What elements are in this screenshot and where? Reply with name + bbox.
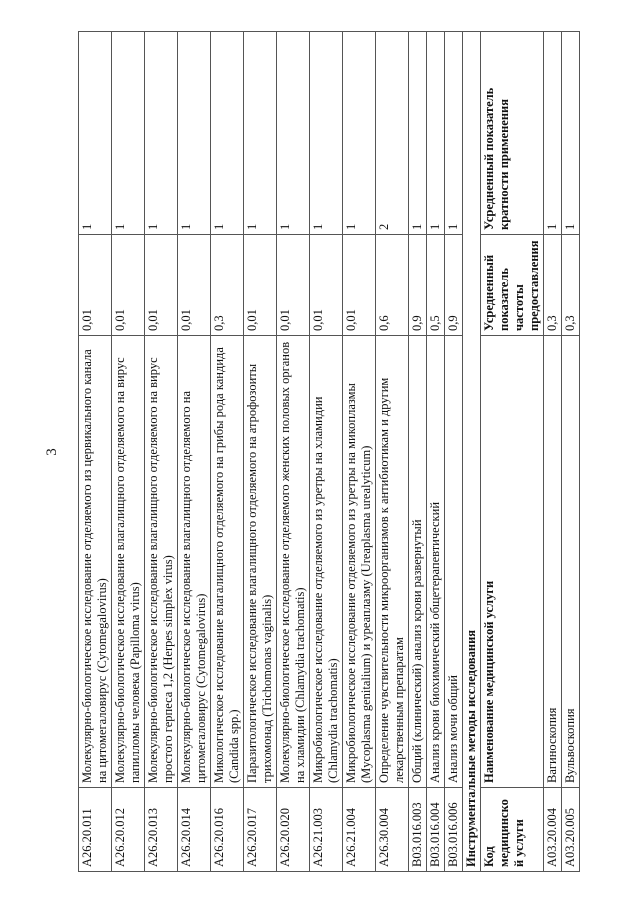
multiplicity-value: 1 (145, 32, 178, 235)
table-row (310, 32, 343, 872)
frequency-value: 0,01 (343, 235, 376, 336)
table-row (562, 32, 580, 872)
header-frequency: Усредненный показатель частоты предоставления (481, 235, 544, 336)
header-multiplicity: Усредненный показатель кратности применения (481, 32, 544, 235)
table-row (178, 32, 211, 872)
service-code: A26.20.016 (211, 788, 244, 872)
service-code: B03.016.004 (427, 788, 445, 872)
service-code: B03.016.003 (409, 788, 427, 872)
service-code: A03.20.005 (562, 788, 580, 872)
services-table-body-top (79, 32, 463, 872)
section-instrumental (463, 32, 544, 872)
frequency-value: 0,6 (376, 235, 409, 336)
service-code: A26.20.020 (277, 788, 310, 872)
multiplicity-value: 1 (562, 32, 580, 235)
service-code: A26.21.004 (343, 788, 376, 872)
table-header-row (481, 32, 544, 872)
service-name: Паразитологическое исследование влагалищного отделяемого на атрофозоиты трихомонад (Trichomonas vaginalis) (244, 336, 277, 788)
frequency-value: 0,01 (79, 235, 112, 336)
table-row (145, 32, 178, 872)
service-code: A26.20.011 (79, 788, 112, 872)
table-row (445, 32, 463, 872)
multiplicity-value: 1 (544, 32, 562, 235)
frequency-value: 0,01 (244, 235, 277, 336)
frequency-value: 0,5 (427, 235, 445, 336)
multiplicity-value: 1 (244, 32, 277, 235)
service-name: Молекулярно-биологическое исследование отделяемого женских половых органов на хламидии (Chlamydia trachomatis) (277, 336, 310, 788)
frequency-value: 0,01 (277, 235, 310, 336)
service-name: Вульвоскопия (562, 336, 580, 788)
header-name: Наименование медицинской услуги (481, 336, 544, 788)
table-row (544, 32, 562, 872)
service-code: A26.20.017 (244, 788, 277, 872)
table-row (79, 32, 112, 872)
multiplicity-value: 1 (409, 32, 427, 235)
table-row (427, 32, 445, 872)
table-row (343, 32, 376, 872)
service-code: B03.016.006 (445, 788, 463, 872)
service-name: Молекулярно-биологическое исследование отделяемого из цервикального канала на цитомегаловирус (Cytomegalovirus) (79, 336, 112, 788)
frequency-value: 0,3 (211, 235, 244, 336)
service-name: Вагиноскопия (544, 336, 562, 788)
multiplicity-value: 1 (427, 32, 445, 235)
multiplicity-value: 1 (178, 32, 211, 235)
frequency-value: 0,01 (178, 235, 211, 336)
section-title: Инструментальные методы исследования (463, 32, 481, 872)
service-name: Общий (клинический) анализ крови развернутый (409, 336, 427, 788)
services-table-body-bottom (544, 32, 580, 872)
frequency-value: 0,01 (112, 235, 145, 336)
multiplicity-value: 2 (376, 32, 409, 235)
table-row (376, 32, 409, 872)
service-name: Анализ крови биохимический общетерапевтический (427, 336, 445, 788)
service-name: Определение чувствительности микроорганизмов к антибиотикам и другим лекарственным препаратам (376, 336, 409, 788)
service-code: A26.20.013 (145, 788, 178, 872)
frequency-value: 0,9 (409, 235, 427, 336)
service-code: A03.20.004 (544, 788, 562, 872)
service-name: Микологическое исследование влагалищного отделяемого на грибы рода кандида (Candida spp.) (211, 336, 244, 788)
service-code: A26.20.014 (178, 788, 211, 872)
header-code: Код медицинской услуги (481, 788, 544, 872)
page-number: 3 (44, 448, 60, 456)
services-table (78, 31, 580, 872)
multiplicity-value: 1 (310, 32, 343, 235)
multiplicity-value: 1 (343, 32, 376, 235)
section-row (463, 32, 481, 872)
service-name: Молекулярно-биологическое исследование влагалищного отделяемого на вирус простого герпеса 1,2 (Herpes simplex virus) (145, 336, 178, 788)
multiplicity-value: 1 (112, 32, 145, 235)
table-row (112, 32, 145, 872)
multiplicity-value: 1 (445, 32, 463, 235)
table-row (409, 32, 427, 872)
service-code: A26.30.004 (376, 788, 409, 872)
table-row (277, 32, 310, 872)
multiplicity-value: 1 (277, 32, 310, 235)
service-name: Молекулярно-биологическое исследование влагалищного отделяемого на вирус папилломы человека (Papilloma virus) (112, 336, 145, 788)
service-code: A26.20.012 (112, 788, 145, 872)
table-row (244, 32, 277, 872)
frequency-value: 0,01 (310, 235, 343, 336)
service-name: Микробиологическое исследование отделяемого из уретры на хламидии (Chlamydia trachomatis) (310, 336, 343, 788)
multiplicity-value: 1 (211, 32, 244, 235)
frequency-value: 0,3 (562, 235, 580, 336)
service-name: Молекулярно-биологическое исследование влагалищного отделяемого на цитомегаловирус (Cytomegalovirus) (178, 336, 211, 788)
frequency-value: 0,9 (445, 235, 463, 336)
rotated-page (40, 32, 600, 872)
service-name: Анализ мочи общий (445, 336, 463, 788)
table-row (211, 32, 244, 872)
frequency-value: 0,3 (544, 235, 562, 336)
frequency-value: 0,01 (145, 235, 178, 336)
service-name: Микробиологическое исследование отделяемого из уретры на микоплазмы (Mycoplasma genitalium) и уреаплазму (Ureaplasma urealyticum) (343, 336, 376, 788)
service-code: A26.21.003 (310, 788, 343, 872)
multiplicity-value: 1 (79, 32, 112, 235)
